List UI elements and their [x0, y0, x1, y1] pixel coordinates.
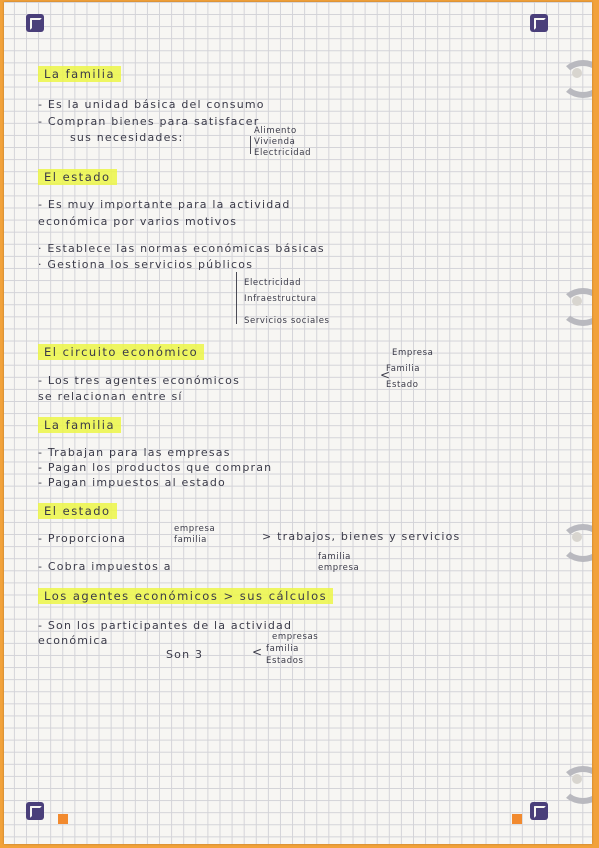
notebook-page — [4, 2, 592, 844]
service-2: Infraestructura — [244, 294, 317, 304]
agentes-line-2: económica — [38, 634, 109, 647]
orange-square-right — [512, 814, 522, 824]
heading-el-estado: El estado — [38, 169, 117, 185]
services-bracket — [236, 272, 237, 324]
need-3: Electricidad — [254, 148, 312, 158]
agentes-line-3: Son 3 — [166, 648, 204, 661]
agent-1: Empresa — [392, 348, 434, 358]
agentes-line-1: - Son los participantes de la actividad — [38, 619, 293, 632]
familia-line-3: sus necesidades: — [70, 131, 184, 144]
familia2-line-3: - Pagan impuestos al estado — [38, 476, 226, 489]
circuito-line-2: se relacionan entre sí — [38, 390, 183, 403]
familia2-line-1: - Trabajan para las empresas — [38, 446, 231, 459]
agentes-stack-3: Estados — [266, 656, 304, 666]
service-1: Electricidad — [244, 278, 302, 288]
estado2-line-1-rest: > trabajos, bienes y servicios — [262, 530, 461, 543]
agentes-stack-2: familia — [266, 644, 299, 654]
agent-3: Estado — [386, 380, 419, 390]
heading-agentes: Los agentes económicos > sus cálculos — [38, 588, 333, 604]
binder-ring-4 — [560, 766, 592, 804]
agentes-stack-1: empresas — [272, 632, 319, 642]
heading-circuito: El circuito económico — [38, 344, 204, 360]
estado2-stack-1b: familia — [174, 535, 207, 545]
estado-line-4: · Gestiona los servicios públicos — [38, 258, 254, 271]
heading-la-familia-2: La familia — [38, 417, 121, 433]
orange-square-left — [58, 814, 68, 824]
corner-logo-bottom-left — [26, 802, 44, 820]
familia-line-2: - Compran bienes para satisfacer — [38, 115, 260, 128]
estado2-line-1: - Proporciona — [38, 532, 127, 545]
estado2-stack-2b: empresa — [318, 563, 360, 573]
service-3: Servicios sociales — [244, 316, 330, 326]
needs-bracket — [250, 136, 251, 154]
binder-ring-2 — [560, 288, 592, 326]
estado-line-3: · Establece las normas económicas básicas — [38, 242, 325, 255]
familia-line-1: - Es la unidad básica del consumo — [38, 98, 265, 111]
binder-ring-1 — [560, 60, 592, 98]
corner-logo-top-left — [26, 14, 44, 32]
agents-arrow: < — [380, 368, 391, 382]
heading-la-familia: La familia — [38, 66, 121, 82]
estado-line-1: - Es muy importante para la actividad — [38, 198, 291, 211]
need-2: Vivienda — [254, 137, 296, 147]
estado2-stack-1a: empresa — [174, 524, 216, 534]
agent-2: Familia — [386, 364, 421, 374]
corner-logo-top-right — [530, 14, 548, 32]
estado-line-2: económica por varios motivos — [38, 215, 238, 228]
familia2-line-2: - Pagan los productos que compran — [38, 461, 273, 474]
estado2-stack-2a: familia — [318, 552, 351, 562]
need-1: Alimento — [254, 126, 297, 136]
circuito-line-1: - Los tres agentes económicos — [38, 374, 241, 387]
corner-logo-bottom-right — [530, 802, 548, 820]
agentes-arrow: < — [252, 645, 263, 659]
estado2-line-2: - Cobra impuestos a — [38, 560, 172, 573]
heading-el-estado-2: El estado — [38, 503, 117, 519]
binder-ring-3 — [560, 524, 592, 562]
